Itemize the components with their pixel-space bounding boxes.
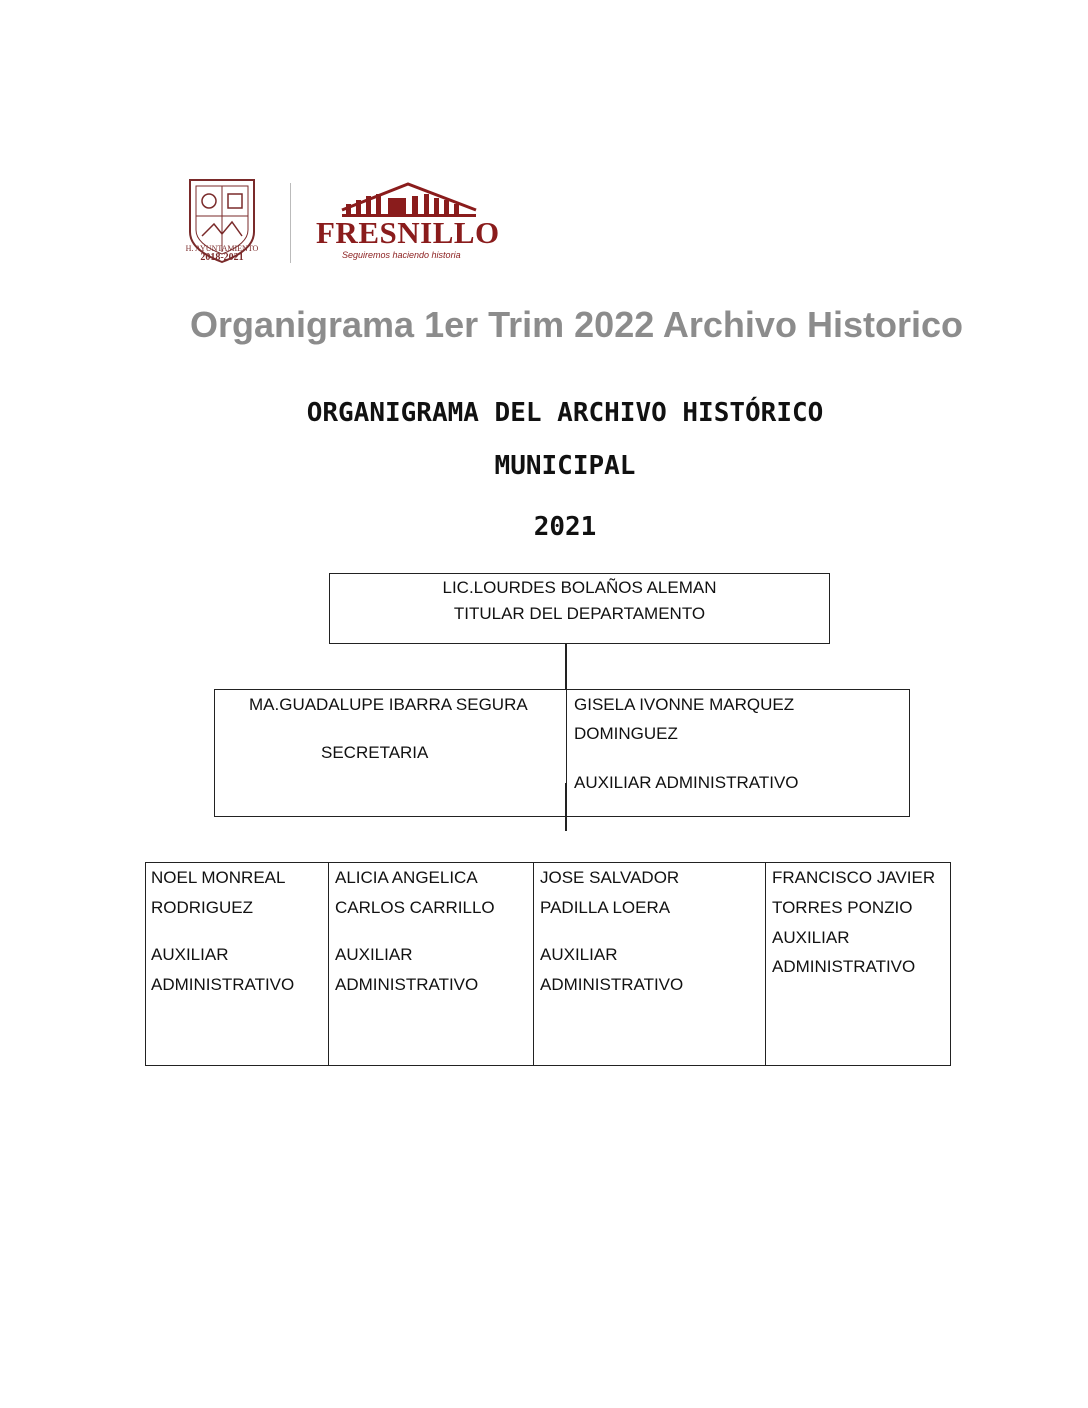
staff-name-line1: NOEL MONREAL (151, 868, 286, 887)
connector-line (565, 783, 567, 831)
chart-year: 2021 (533, 512, 597, 542)
chart-title-line2: MUNICIPAL (494, 451, 636, 481)
staff-role-line1: AUXILIAR (335, 945, 413, 964)
staff-name-line2: CARLOS CARRILLO (335, 898, 495, 917)
staff-role-line1: AUXILIAR (151, 945, 229, 964)
secretary-role: SECRETARIA (321, 743, 429, 762)
brand-tagline: Seguiremos haciendo historia (342, 250, 461, 260)
staff-name-line1: ALICIA ANGELICA (335, 868, 478, 887)
document-title: Organigrama 1er Trim 2022 Archivo Historico (190, 304, 963, 345)
staff-name-line2: PADILLA LOERA (540, 898, 671, 917)
staff-role-line2: ADMINISTRATIVO (540, 975, 684, 994)
staff-divider (328, 862, 329, 1066)
staff-role-line1: AUXILIAR (540, 945, 618, 964)
staff-role-line1: AUXILIAR (772, 928, 850, 947)
staff-name-line1: JOSE SALVADOR (540, 868, 680, 887)
head-role: TITULAR DEL DEPARTAMENTO (453, 604, 706, 623)
staff-role-line2: ADMINISTRATIVO (151, 975, 295, 994)
staff-divider (765, 862, 766, 1066)
staff-name-line2: TORRES PONZIO (772, 898, 913, 917)
staff-divider (533, 862, 534, 1066)
secretary-name: MA.GUADALUPE IBARRA SEGURA (249, 695, 528, 714)
assistant-name-line2: DOMINGUEZ (574, 724, 678, 743)
head-name: LIC.LOURDES BOLAÑOS ALEMAN (442, 578, 717, 597)
seal-caption (176, 244, 268, 262)
seal-caption-text: H. AYUNTAMIENTO (185, 244, 259, 253)
seal-years: 2018-2021 (200, 252, 244, 263)
staff-role-line2: ADMINISTRATIVO (772, 957, 916, 976)
connector-line (565, 644, 567, 690)
staff-name-line1: FRANCISCO JAVIER (772, 868, 936, 887)
staff-role-line2: ADMINISTRATIVO (335, 975, 479, 994)
staff-name-line2: RODRIGUEZ (151, 898, 253, 917)
brand-name: FRESNILLO (316, 215, 500, 250)
assistant-name-line1: GISELA IVONNE MARQUEZ (574, 695, 795, 714)
assistant-role: AUXILIAR ADMINISTRATIVO (574, 773, 799, 792)
logo-divider (290, 183, 291, 263)
chart-title-line1: ORGANIGRAMA DEL ARCHIVO HISTÓRICO (306, 398, 824, 428)
